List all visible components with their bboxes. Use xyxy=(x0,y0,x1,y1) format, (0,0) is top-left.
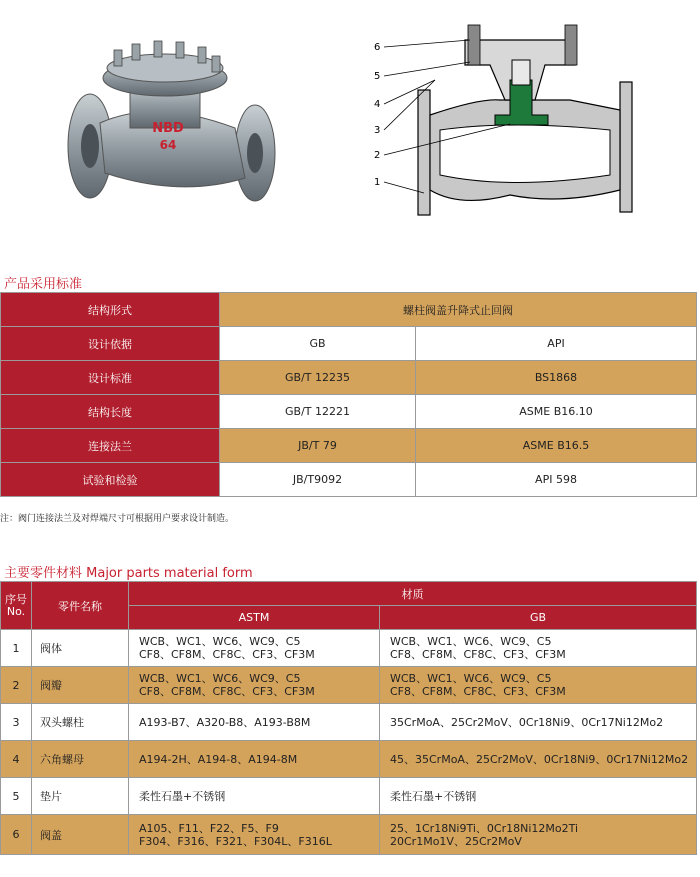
valve-logo-top: NBD xyxy=(152,121,184,136)
standards-label: 设计依据 xyxy=(1,327,220,361)
valve-photo xyxy=(60,28,290,218)
standards-label: 试验和检验 xyxy=(1,463,220,497)
standards-row xyxy=(1,361,697,395)
row-part-name: 垫片 xyxy=(32,778,129,815)
table-row xyxy=(1,778,697,815)
standards-value: JB/T 79 xyxy=(220,429,416,463)
callout-2: 2 xyxy=(374,150,381,161)
standards-value: ASME B16.10 xyxy=(416,395,697,429)
standards-note: 注：阀门连接法兰及对焊端尺寸可根据用户要求设计制造。 xyxy=(0,514,235,524)
callout-5: 5 xyxy=(374,71,381,82)
standards-value: 螺柱阀盖升降式止回阀 xyxy=(220,293,697,327)
callout-1: 1 xyxy=(374,177,381,188)
table-row xyxy=(1,630,697,667)
standards-label: 结构长度 xyxy=(1,395,220,429)
header-gb: GB xyxy=(380,606,697,630)
table-row xyxy=(1,704,697,741)
standards-row xyxy=(1,429,697,463)
row-gb: 柔性石墨+不锈钢 xyxy=(380,778,697,815)
table-row xyxy=(1,815,697,855)
standards-row xyxy=(1,293,697,327)
standards-value: JB/T9092 xyxy=(220,463,416,497)
standards-value: GB/T 12221 xyxy=(220,395,416,429)
row-astm: A193-B7、A320-B8、A193-B8M xyxy=(129,704,380,741)
standards-value: ASME B16.5 xyxy=(416,429,697,463)
row-part-name: 阀盖 xyxy=(32,815,129,855)
standards-value: API xyxy=(416,327,697,361)
row-astm: 柔性石墨+不锈钢 xyxy=(129,778,380,815)
header-no-en: No. xyxy=(6,604,26,618)
row-astm: WCB、WC1、WC6、WC9、C5 CF8、CF8M、CF8C、CF3、CF3M xyxy=(129,630,380,667)
row-gb: WCB、WC1、WC6、WC9、C5 CF8、CF8M、CF8C、CF3、CF3M xyxy=(380,630,697,667)
row-gb: WCB、WC1、WC6、WC9、C5 CF8、CF8M、CF8C、CF3、CF3M xyxy=(380,667,697,704)
row-no: 3 xyxy=(1,704,32,741)
table-row xyxy=(1,741,697,778)
standards-row xyxy=(1,395,697,429)
standards-row xyxy=(1,327,697,361)
row-astm: A105、F11、F22、F5、F9 F304、F316、F321、F304L、F316L xyxy=(129,815,380,855)
standards-value: BS1868 xyxy=(416,361,697,395)
row-no: 2 xyxy=(1,667,32,704)
header-material: 材质 xyxy=(129,582,697,606)
row-gb: 35CrMoA、25Cr2MoV、0Cr18Ni9、0Cr17Ni12Mo2 xyxy=(380,704,697,741)
standards-value: GB xyxy=(220,327,416,361)
standards-title: 产品采用标准 xyxy=(4,277,83,292)
callout-4: 4 xyxy=(374,99,381,110)
row-part-name: 双头螺柱 xyxy=(32,704,129,741)
header-no xyxy=(1,582,32,630)
callout-3: 3 xyxy=(374,125,381,136)
row-no: 4 xyxy=(1,741,32,778)
row-part-name: 六角螺母 xyxy=(32,741,129,778)
row-part-name: 阀体 xyxy=(32,630,129,667)
row-no: 5 xyxy=(1,778,32,815)
row-gb: 45、35CrMoA、25Cr2MoV、0Cr18Ni9、0Cr17Ni12Mo2 xyxy=(380,741,697,778)
valve-cross-section-diagram xyxy=(360,20,660,220)
standards-table xyxy=(0,292,697,497)
header-part-name: 零件名称 xyxy=(32,582,129,630)
row-no: 6 xyxy=(1,815,32,855)
table-row xyxy=(1,667,697,704)
materials-title: 主要零件材料 Major parts material form xyxy=(4,566,253,581)
standards-label: 设计标准 xyxy=(1,361,220,395)
header-astm: ASTM xyxy=(129,606,380,630)
valve-logo-bottom: 64 xyxy=(159,138,177,152)
materials-table xyxy=(0,581,697,855)
row-astm: WCB、WC1、WC6、WC9、C5 CF8、CF8M、CF8C、CF3、CF3M xyxy=(129,667,380,704)
standards-label: 结构形式 xyxy=(1,293,220,327)
standards-label: 连接法兰 xyxy=(1,429,220,463)
standards-value: GB/T 12235 xyxy=(220,361,416,395)
row-gb: 25、1Cr18Ni9Ti、0Cr18Ni12Mo2Ti 20Cr1Mo1V、25Cr2MoV xyxy=(380,815,697,855)
row-no: 1 xyxy=(1,630,32,667)
callout-6: 6 xyxy=(374,42,381,53)
header-no-cn: 序号 xyxy=(5,592,27,606)
row-part-name: 阀瓣 xyxy=(32,667,129,704)
standards-row xyxy=(1,463,697,497)
row-astm: A194-2H、A194-8、A194-8M xyxy=(129,741,380,778)
standards-value: API 598 xyxy=(416,463,697,497)
